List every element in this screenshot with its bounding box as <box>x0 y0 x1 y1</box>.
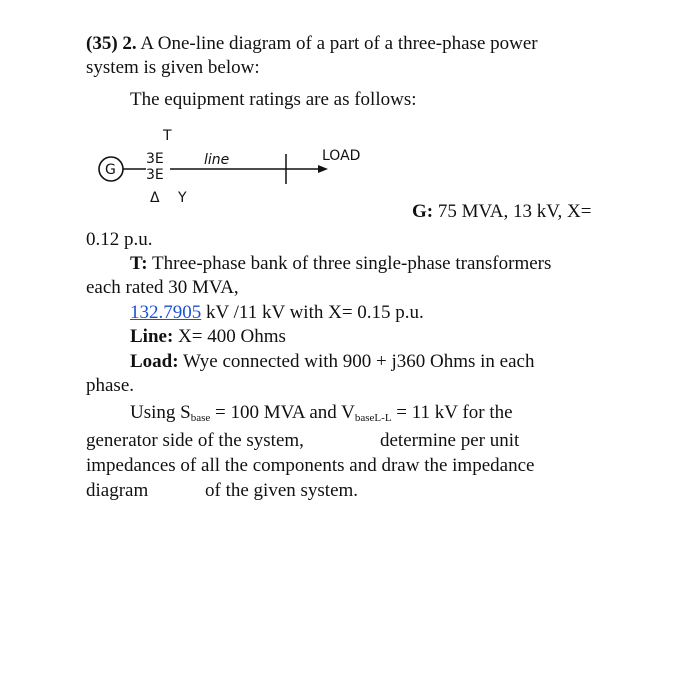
transformer-rating-label: T: <box>130 253 148 274</box>
load-rating <box>130 350 534 374</box>
generator-rating-text: 75 MVA, 13 kV, X= <box>437 201 592 222</box>
task-line1 <box>130 401 513 425</box>
load-label: LOAD <box>322 148 361 164</box>
task-using: Using S <box>130 402 191 423</box>
task-line4a: diagram <box>86 480 149 501</box>
transformer-secondary-coil: 3E <box>146 167 164 183</box>
delta-symbol: Δ <box>150 190 160 206</box>
problem-title-line1 <box>86 32 538 56</box>
generator-label: G <box>105 162 116 178</box>
problem-title-text: A One-line diagram of a part of a three-phase power <box>140 33 538 54</box>
sbase-subscript: base <box>190 412 211 424</box>
transformer-label: T <box>163 128 172 144</box>
transformer-primary-coil: 3E <box>146 151 164 167</box>
load-rating-text: Wye connected with 900 + j360 Ohms in each <box>183 351 535 372</box>
ratings-intro: The equipment ratings are as follows: <box>130 89 417 110</box>
transformer-rating <box>130 252 551 276</box>
line-rating <box>130 325 286 349</box>
transformer-rating-cont: each rated 30 MVA, <box>86 277 239 298</box>
line-label: line <box>204 152 230 168</box>
transformer-voltage-link[interactable]: 132.7905 <box>130 302 202 323</box>
line-rating-label: Line: <box>130 326 174 347</box>
load-arrow <box>318 165 328 173</box>
vbase-subscript: baseL-L <box>354 412 392 424</box>
line-rating-text: X= 400 Ohms <box>178 326 286 347</box>
load-rating-cont: phase. <box>86 375 135 396</box>
task-line2b: determine per unit <box>380 430 520 451</box>
task-line3: impedances of all the components and draw the impedance <box>86 455 535 476</box>
problem-number: (35) 2. <box>86 33 137 54</box>
one-line-diagram <box>86 126 386 206</box>
load-rating-label: Load: <box>130 351 179 372</box>
task-line4b: of the given system. <box>205 480 359 501</box>
sbase-value: = 100 MVA and V <box>215 402 355 423</box>
transformer-voltage <box>130 301 424 325</box>
vbase-value: = 11 kV for the <box>396 402 513 423</box>
task-line2a: generator side of the system, <box>86 430 304 451</box>
generator-rating-label: G: <box>412 201 434 222</box>
problem-title-line2: system is given below: <box>86 57 260 78</box>
generator-rating-cont: 0.12 p.u. <box>86 229 153 250</box>
transformer-voltage-text: kV /11 kV with X= 0.15 p.u. <box>206 302 424 323</box>
generator-rating <box>412 200 591 224</box>
transformer-rating-text: Three-phase bank of three single-phase transformers <box>152 253 552 274</box>
wye-symbol: Y <box>178 190 187 206</box>
